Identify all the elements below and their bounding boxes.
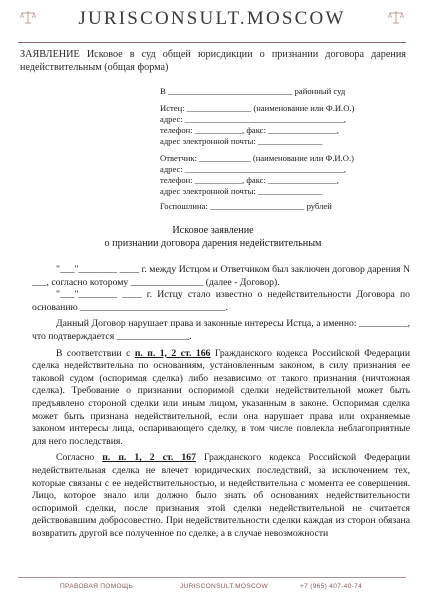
page-header [0, 0, 424, 44]
plaintiff-email: адрес электронной почты: _______________ [160, 136, 323, 146]
claim-heading-title: Исковое заявление [172, 225, 254, 236]
paragraph-invalidity-known: "___"________ ____ г. Истцу стало известно о недействительности Договора по основанию ______________________________. [32, 289, 410, 313]
paragraph-text: Гражданского кодекса Российской Федерации сделка недействительна по основаниям, установленным законом, в силу признания ее таковой судом (оспоримая сделка) либо независимо от такого признания (ничтожная сделка). Требование о признании оспоримой сделки недействительной может быть предъявлено стороной сделки или иным лицом, указанным в законе. Оспоримая сделка может быть признана недействительной, если она нарушает права или охраняемые законом интересы лица, оспаривающего сделку, в том числе повлекла неблагоприятные для него последствия. [32, 347, 411, 447]
state-fee-line: Госпошлина: ______________________ рублей [160, 201, 332, 211]
footer-site-name: JURISCONSULT.MOSCOW [180, 583, 269, 590]
defendant-address: адрес: _____________________________________, [160, 164, 346, 174]
footer-phone: +7 (965) 407-40-74 [300, 583, 363, 590]
plaintiff-line: Истец: _______________ (наименование или Ф.И.О.) [160, 103, 355, 113]
plaintiff-address: адрес: _____________________________________, [160, 114, 346, 124]
plaintiff-phone: телефон: ___________, факс: ________________, [160, 125, 339, 135]
site-logo: JURISCONSULT.MOSCOW [78, 8, 346, 29]
footer-divider [18, 577, 406, 578]
defendant-phone: телефон: ___________, факс: ________________, [160, 175, 339, 185]
scales-of-justice-icon [388, 10, 404, 24]
document-title: ЗАЯВЛЕНИЕ Исковое в суд общей юрисдикции о признании договора дарения недействительным (общая форма) [20, 49, 406, 73]
footer-legal-help: ПРАВОВАЯ ПОМОЩЬ [60, 583, 134, 590]
paragraph-article-167 [32, 452, 410, 540]
paragraph-text: Гражданского кодекса Российской Федерации недействительная сделка не влечет юридических последствий, за исключением тех, которые связаны с ее недействительностью, и недействительна с момента ее совершения. Лицо, которое знало или должно было знать об основаниях недействительности оспоримой сделки, после признания этой сделки недействительной не считается действовавшим добросовестно. При недействительности сделки каждая из сторон обязана возвратить другой все полученное по сделке, а в случае невозможности [32, 452, 411, 539]
paragraph-text: Согласно [56, 452, 103, 464]
defendant-line: Ответчик: ____________ (наименование или Ф.И.О.) [160, 153, 354, 163]
legal-reference-link[interactable]: п. п. 1, 2 ст. 167 [102, 452, 196, 464]
court-line: В _____________________________ районный суд [160, 86, 346, 96]
defendant-email: адрес электронной почты: _______________ [160, 186, 323, 196]
paragraph-article-166 [32, 348, 410, 449]
header-divider [18, 42, 406, 43]
legal-reference-link[interactable]: п. п. 1, 2 ст. 166 [134, 347, 211, 359]
claim-heading-subtitle: о признании договора дарения недействительным [104, 238, 322, 249]
paragraph-contract-date: "___"________ ____ г. между Истцом и Ответчиком был заключен договор дарения N ___, согласно которому _______________ (далее - Договор). [32, 264, 410, 288]
paragraph-text: В соответствии с [56, 347, 135, 359]
paragraph-rights-violated: Данный Договор нарушает права и законные интересы Истца, а именно: __________, что подтверждается _______________. [32, 318, 410, 342]
claim-body [32, 264, 410, 540]
